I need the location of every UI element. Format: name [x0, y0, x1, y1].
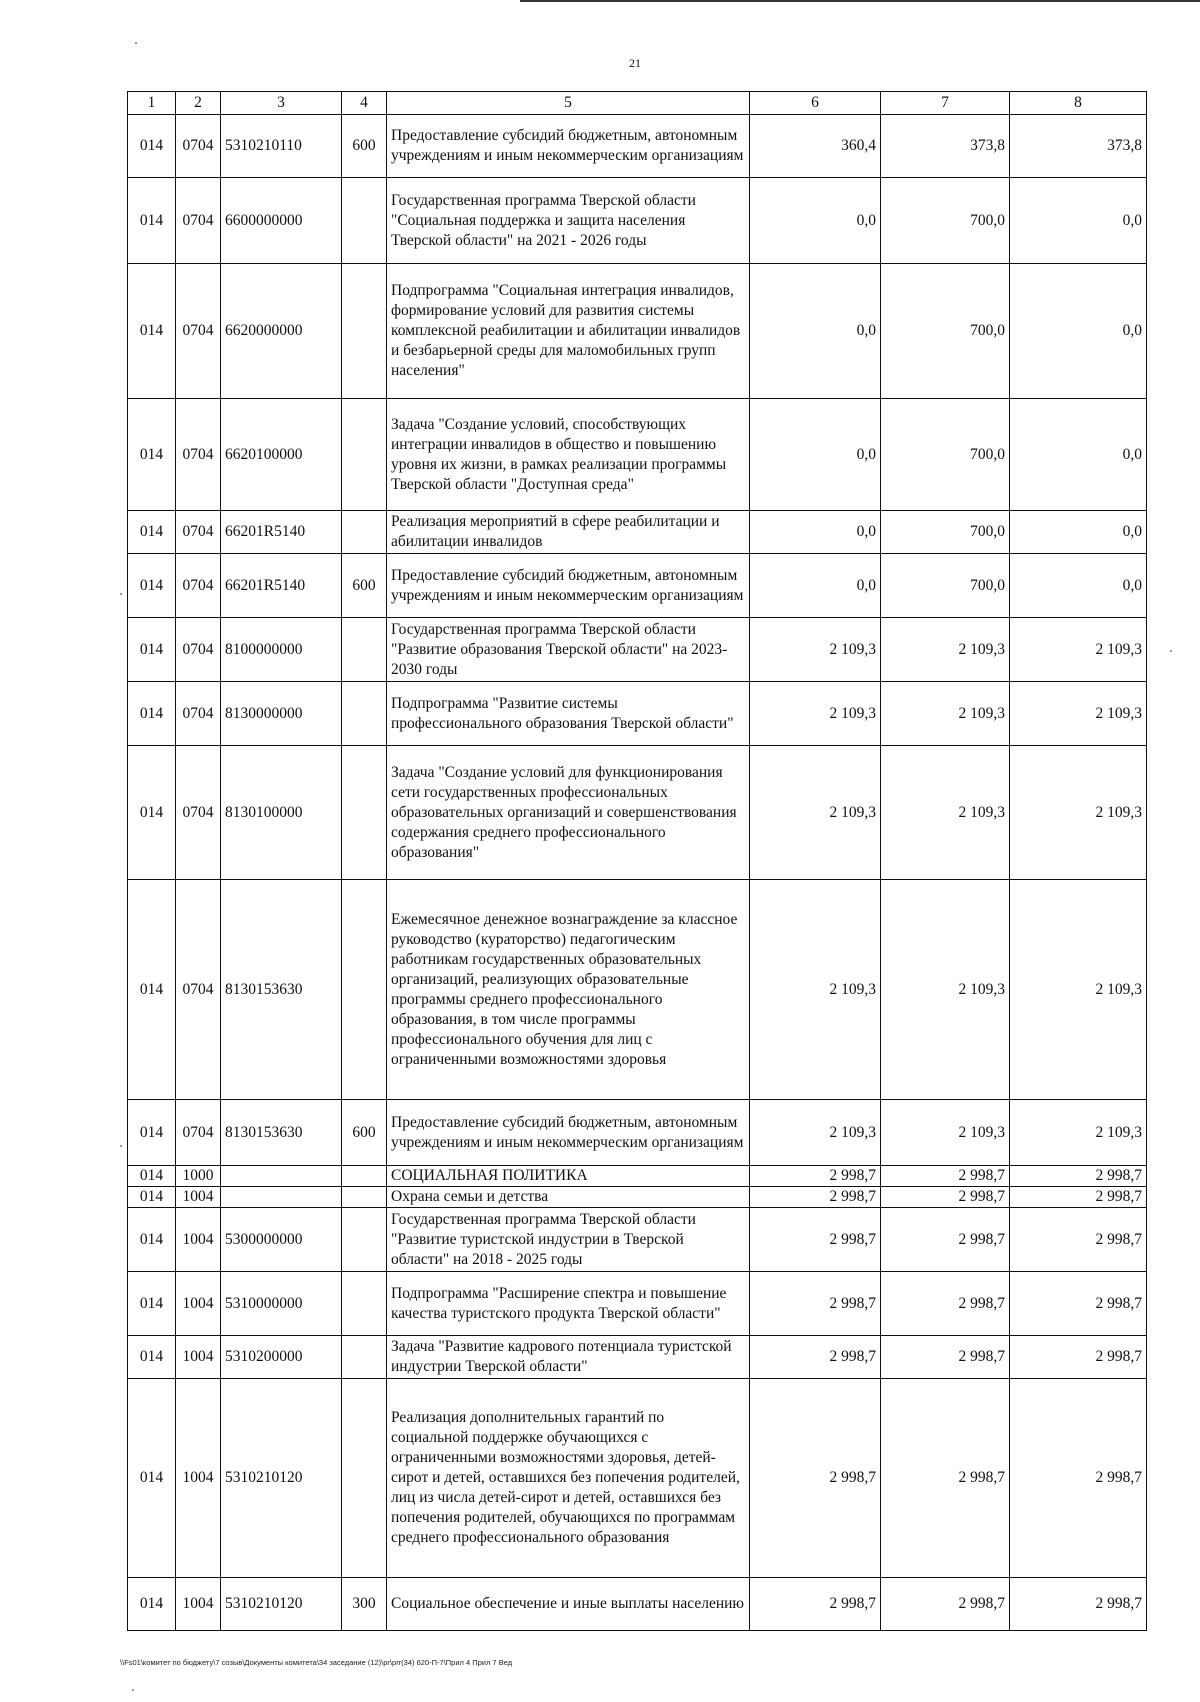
- cell-section-code: 0704: [176, 682, 221, 746]
- cell-expense-type: [342, 178, 387, 264]
- cell-amount-col8: 2 998,7: [1010, 1166, 1147, 1187]
- cell-description: Задача "Создание условий для функционирования сети государственных профессиональных образовательных организаций и совершенствования содержания среднего профессионального образования": [387, 746, 750, 880]
- cell-amount-col7: 2 109,3: [881, 682, 1010, 746]
- cell-description: Государственная программа Тверской области "Развитие туристской индустрии в Тверской области" на 2018 - 2025 годы: [387, 1208, 750, 1272]
- cell-amount-col7: 700,0: [881, 399, 1010, 511]
- cell-expense-type: [342, 1187, 387, 1208]
- cell-amount-col8: 2 998,7: [1010, 1336, 1147, 1379]
- table-row: [128, 1272, 1147, 1336]
- cell-section-code: 1004: [176, 1379, 221, 1578]
- cell-description: Задача "Развитие кадрового потенциала туристской индустрии Тверской области": [387, 1336, 750, 1379]
- cell-amount-col8: 2 998,7: [1010, 1379, 1147, 1578]
- cell-expense-type: [342, 746, 387, 880]
- cell-section-code: 0704: [176, 1100, 221, 1166]
- cell-amount-col7: 2 998,7: [881, 1208, 1010, 1272]
- cell-ministry-code: 014: [128, 1208, 176, 1272]
- scan-speck: [132, 1689, 134, 1691]
- cell-ministry-code: 014: [128, 1379, 176, 1578]
- cell-expense-type: [342, 1166, 387, 1187]
- cell-amount-col6: 2 109,3: [750, 880, 881, 1100]
- cell-ministry-code: 014: [128, 880, 176, 1100]
- cell-section-code: 0704: [176, 618, 221, 682]
- cell-amount-col8: 2 998,7: [1010, 1187, 1147, 1208]
- table-row: [128, 115, 1147, 178]
- header-col-7: 7: [881, 92, 1010, 115]
- cell-ministry-code: 014: [128, 1336, 176, 1379]
- cell-expense-type: 600: [342, 115, 387, 178]
- cell-amount-col7: 2 998,7: [881, 1336, 1010, 1379]
- header-col-8: 8: [1010, 92, 1147, 115]
- cell-amount-col6: 2 109,3: [750, 618, 881, 682]
- cell-section-code: 1004: [176, 1272, 221, 1336]
- cell-section-code: 0704: [176, 264, 221, 399]
- cell-ministry-code: 014: [128, 1578, 176, 1631]
- cell-target-article: 66201R5140: [221, 511, 342, 554]
- cell-amount-col8: 373,8: [1010, 115, 1147, 178]
- cell-description: Предоставление субсидий бюджетным, автономным учреждениям и иным некоммерческим организациям: [387, 1100, 750, 1166]
- table-row: [128, 1578, 1147, 1631]
- cell-expense-type: 600: [342, 554, 387, 618]
- cell-amount-col6: 0,0: [750, 511, 881, 554]
- cell-section-code: 1004: [176, 1187, 221, 1208]
- cell-description: Охрана семьи и детства: [387, 1187, 750, 1208]
- cell-ministry-code: 014: [128, 1187, 176, 1208]
- cell-description: Задача "Создание условий, способствующих интеграции инвалидов в общество и повышению уровня их жизни, в рамках реализации программы Тверской области "Доступная среда": [387, 399, 750, 511]
- cell-target-article: [221, 1187, 342, 1208]
- cell-description: Государственная программа Тверской области "Развитие образования Тверской области" на 2023-2030 годы: [387, 618, 750, 682]
- table-row: [128, 178, 1147, 264]
- cell-target-article: 6620100000: [221, 399, 342, 511]
- table-row: [128, 1208, 1147, 1272]
- cell-expense-type: 300: [342, 1578, 387, 1631]
- cell-amount-col8: 2 109,3: [1010, 682, 1147, 746]
- cell-amount-col7: 700,0: [881, 178, 1010, 264]
- table-row: [128, 1187, 1147, 1208]
- header-col-1: 1: [128, 92, 176, 115]
- scan-speck: [135, 42, 137, 44]
- cell-ministry-code: 014: [128, 178, 176, 264]
- cell-amount-col6: 2 998,7: [750, 1272, 881, 1336]
- cell-target-article: 5310210120: [221, 1578, 342, 1631]
- cell-target-article: 8130153630: [221, 1100, 342, 1166]
- cell-amount-col7: 2 998,7: [881, 1578, 1010, 1631]
- cell-amount-col6: 0,0: [750, 178, 881, 264]
- cell-expense-type: [342, 682, 387, 746]
- cell-description: Предоставление субсидий бюджетным, автономным учреждениям и иным некоммерческим организациям: [387, 115, 750, 178]
- scan-speck: [120, 593, 122, 595]
- cell-target-article: 6620000000: [221, 264, 342, 399]
- cell-amount-col7: 373,8: [881, 115, 1010, 178]
- cell-amount-col8: 2 998,7: [1010, 1208, 1147, 1272]
- cell-ministry-code: 014: [128, 682, 176, 746]
- cell-expense-type: [342, 1272, 387, 1336]
- cell-amount-col7: 700,0: [881, 511, 1010, 554]
- table-row: [128, 682, 1147, 746]
- cell-target-article: 8130100000: [221, 746, 342, 880]
- header-col-2: 2: [176, 92, 221, 115]
- scan-speck: [1170, 650, 1172, 652]
- cell-description: Ежемесячное денежное вознаграждение за классное руководство (кураторство) педагогическим работникам государственных образовательных организаций, реализующих образовательные программы среднего профессионального образования, в том числе программы профессионального обучения для лиц с ограниченными возможностями здоровья: [387, 880, 750, 1100]
- cell-amount-col8: 0,0: [1010, 178, 1147, 264]
- budget-table: [127, 91, 1147, 1631]
- cell-target-article: 8130153630: [221, 880, 342, 1100]
- cell-section-code: 0704: [176, 115, 221, 178]
- cell-amount-col7: 2 998,7: [881, 1166, 1010, 1187]
- cell-section-code: 0704: [176, 511, 221, 554]
- cell-expense-type: [342, 399, 387, 511]
- cell-ministry-code: 014: [128, 511, 176, 554]
- cell-amount-col7: 2 998,7: [881, 1379, 1010, 1578]
- cell-section-code: 1004: [176, 1578, 221, 1631]
- cell-amount-col7: 2 109,3: [881, 1100, 1010, 1166]
- cell-section-code: 1004: [176, 1336, 221, 1379]
- cell-target-article: 5300000000: [221, 1208, 342, 1272]
- cell-description: Государственная программа Тверской области "Социальная поддержка и защита населения Тверской области" на 2021 - 2026 годы: [387, 178, 750, 264]
- file-path-footer: \\Fs01\комитет по бюджету\7 созыв\Документы комитета\34 заседание (12)\pr\prr(34) 620-П-7\Прил 4 Прил 7 Вед: [120, 1658, 513, 1667]
- cell-section-code: 0704: [176, 399, 221, 511]
- cell-section-code: 0704: [176, 746, 221, 880]
- cell-description: Подпрограмма "Расширение спектра и повышение качества туристского продукта Тверской области": [387, 1272, 750, 1336]
- table-row: [128, 1379, 1147, 1578]
- cell-expense-type: [342, 1379, 387, 1578]
- cell-description: Реализация дополнительных гарантий по социальной поддержке обучающихся с ограниченными возможностями здоровья, детей-сирот и детей, оставшихся без попечения родителей, лиц из числа детей-сирот и детей, оставшихся без попечения родителей, обучающихся по программам среднего профессионального образования: [387, 1379, 750, 1578]
- table-row: [128, 1166, 1147, 1187]
- table-row: [128, 1100, 1147, 1166]
- cell-amount-col8: 2 109,3: [1010, 880, 1147, 1100]
- table-row: [128, 511, 1147, 554]
- cell-amount-col8: 0,0: [1010, 554, 1147, 618]
- cell-amount-col8: 2 109,3: [1010, 618, 1147, 682]
- cell-amount-col6: 0,0: [750, 554, 881, 618]
- cell-amount-col7: 2 998,7: [881, 1272, 1010, 1336]
- table-row: [128, 1336, 1147, 1379]
- cell-section-code: 0704: [176, 554, 221, 618]
- cell-amount-col7: 2 109,3: [881, 618, 1010, 682]
- cell-section-code: 0704: [176, 178, 221, 264]
- cell-section-code: 1000: [176, 1166, 221, 1187]
- cell-expense-type: [342, 1336, 387, 1379]
- cell-expense-type: [342, 264, 387, 399]
- cell-expense-type: [342, 618, 387, 682]
- cell-ministry-code: 014: [128, 746, 176, 880]
- cell-amount-col6: 2 998,7: [750, 1208, 881, 1272]
- cell-expense-type: [342, 880, 387, 1100]
- cell-description: Подпрограмма "Социальная интеграция инвалидов, формирование условий для развития системы комплексной реабилитации и абилитации инвалидов и безбарьерной среды для маломобильных групп населения": [387, 264, 750, 399]
- cell-section-code: 0704: [176, 880, 221, 1100]
- cell-amount-col8: 2 998,7: [1010, 1578, 1147, 1631]
- cell-amount-col7: 700,0: [881, 554, 1010, 618]
- cell-ministry-code: 014: [128, 618, 176, 682]
- scan-top-edge-line: [520, 0, 1200, 2]
- cell-description: Социальное обеспечение и иные выплаты населению: [387, 1578, 750, 1631]
- cell-amount-col7: 2 998,7: [881, 1187, 1010, 1208]
- cell-amount-col8: 0,0: [1010, 264, 1147, 399]
- cell-description: СОЦИАЛЬНАЯ ПОЛИТИКА: [387, 1166, 750, 1187]
- cell-amount-col6: 2 998,7: [750, 1379, 881, 1578]
- header-col-4: 4: [342, 92, 387, 115]
- cell-target-article: 5310210110: [221, 115, 342, 178]
- cell-amount-col7: 2 109,3: [881, 746, 1010, 880]
- cell-amount-col6: 360,4: [750, 115, 881, 178]
- cell-amount-col6: 2 998,7: [750, 1187, 881, 1208]
- cell-ministry-code: 014: [128, 1272, 176, 1336]
- header-row: [128, 92, 1147, 115]
- cell-ministry-code: 014: [128, 399, 176, 511]
- cell-amount-col6: 0,0: [750, 264, 881, 399]
- cell-amount-col8: 2 998,7: [1010, 1272, 1147, 1336]
- scan-speck: [120, 1145, 122, 1147]
- cell-amount-col6: 2 109,3: [750, 682, 881, 746]
- cell-amount-col8: 0,0: [1010, 399, 1147, 511]
- cell-amount-col6: 2 109,3: [750, 746, 881, 880]
- cell-description: Подпрограмма "Развитие системы профессионального образования Тверской области": [387, 682, 750, 746]
- header-col-5: 5: [387, 92, 750, 115]
- cell-amount-col8: 2 109,3: [1010, 1100, 1147, 1166]
- cell-amount-col7: 700,0: [881, 264, 1010, 399]
- header-col-6: 6: [750, 92, 881, 115]
- cell-target-article: 8100000000: [221, 618, 342, 682]
- cell-amount-col7: 2 109,3: [881, 880, 1010, 1100]
- cell-amount-col6: 0,0: [750, 399, 881, 511]
- cell-target-article: 5310210120: [221, 1379, 342, 1578]
- cell-amount-col6: 2 998,7: [750, 1578, 881, 1631]
- table-row: [128, 880, 1147, 1100]
- page-number: 21: [629, 56, 641, 70]
- cell-expense-type: 600: [342, 1100, 387, 1166]
- table-row: [128, 264, 1147, 399]
- cell-amount-col8: 2 109,3: [1010, 746, 1147, 880]
- cell-section-code: 1004: [176, 1208, 221, 1272]
- table-row: [128, 618, 1147, 682]
- cell-ministry-code: 014: [128, 115, 176, 178]
- table-row: [128, 399, 1147, 511]
- header-col-3: 3: [221, 92, 342, 115]
- table-row: [128, 554, 1147, 618]
- cell-ministry-code: 014: [128, 1100, 176, 1166]
- cell-target-article: 6600000000: [221, 178, 342, 264]
- cell-target-article: 5310200000: [221, 1336, 342, 1379]
- cell-amount-col8: 0,0: [1010, 511, 1147, 554]
- cell-amount-col6: 2 998,7: [750, 1336, 881, 1379]
- cell-target-article: 8130000000: [221, 682, 342, 746]
- cell-description: Предоставление субсидий бюджетным, автономным учреждениям и иным некоммерческим организациям: [387, 554, 750, 618]
- cell-target-article: [221, 1166, 342, 1187]
- cell-ministry-code: 014: [128, 554, 176, 618]
- cell-target-article: 5310000000: [221, 1272, 342, 1336]
- cell-amount-col6: 2 998,7: [750, 1166, 881, 1187]
- cell-expense-type: [342, 511, 387, 554]
- cell-description: Реализация мероприятий в сфере реабилитации и абилитации инвалидов: [387, 511, 750, 554]
- cell-ministry-code: 014: [128, 264, 176, 399]
- cell-amount-col6: 2 109,3: [750, 1100, 881, 1166]
- table-row: [128, 746, 1147, 880]
- cell-target-article: 66201R5140: [221, 554, 342, 618]
- cell-ministry-code: 014: [128, 1166, 176, 1187]
- cell-expense-type: [342, 1208, 387, 1272]
